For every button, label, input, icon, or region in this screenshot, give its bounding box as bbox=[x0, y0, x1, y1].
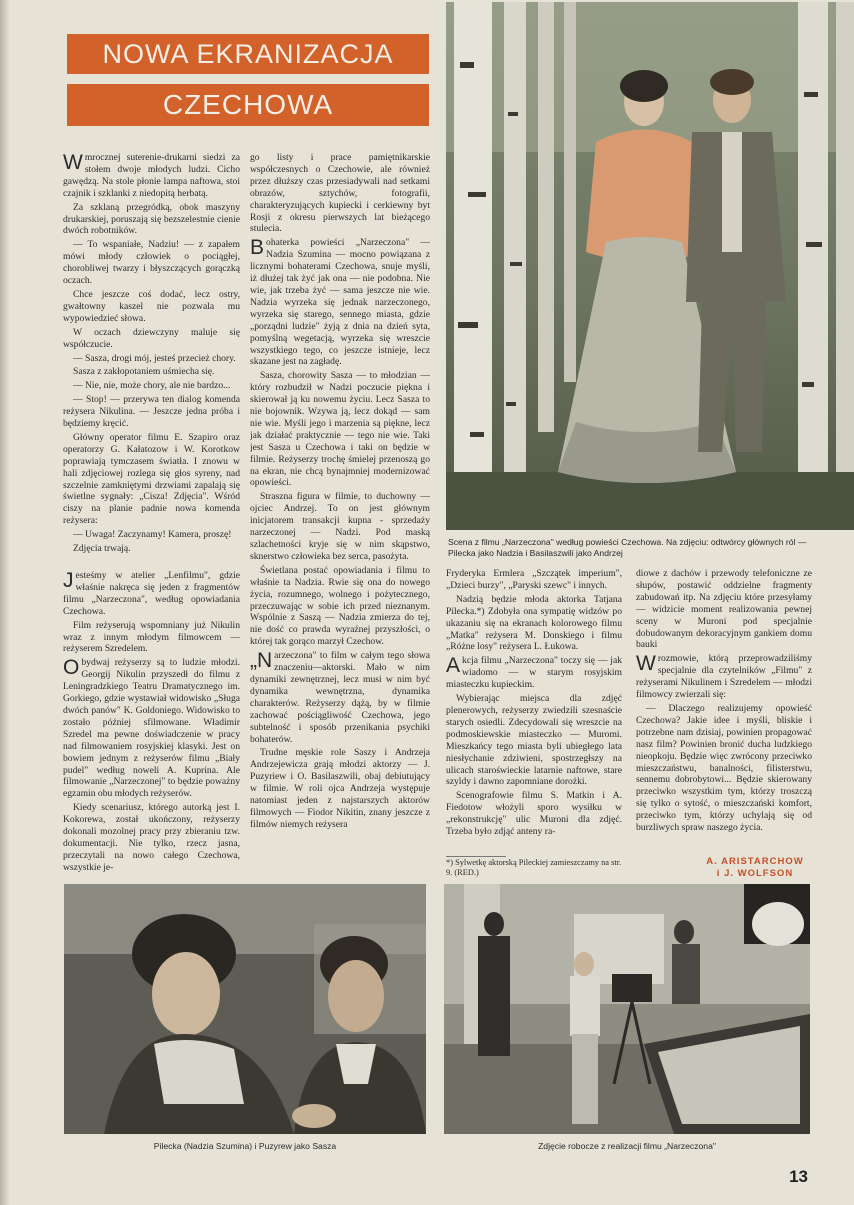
paragraph: Wrozmowie, którą przeprowadziliśmy specjalnie dla czytelników „Filmu" z reżyserami Nikulinem i Szredelem — młodzi filmowcy zwierzali się: bbox=[636, 652, 812, 701]
text-column-1-lower bbox=[63, 570, 240, 876]
text-column-3 bbox=[446, 568, 622, 854]
caption-top-photo: Scena z filmu „Narzeczona" według powieści Czechowa. Na zdjęciu: odtwórcy głównych ról — Pilecka jako Nadzia i Basilaszwili jako Andrzej bbox=[448, 537, 807, 558]
drop-cap: B bbox=[250, 236, 265, 260]
paragraph: Za szklaną przegródką, obok maszyny drukarskiej, poruszają się bezszelestnie cienie dwóch robotników. bbox=[63, 201, 240, 237]
photo-top-birch-scene bbox=[446, 2, 854, 530]
paragraph: Film reżyserują wspomniany już Nikulin wraz z innym młodym filmowcem — reżyserem Szredelem. bbox=[63, 619, 240, 655]
paragraph: Zdjęcia trwają. bbox=[73, 543, 131, 555]
text-column-4 bbox=[636, 568, 812, 854]
caption-bottom-right-photo: Zdjęcie robocze z realizacji filmu „Narzeczona" bbox=[538, 1141, 716, 1151]
film-set-illustration bbox=[444, 884, 810, 1134]
footnote-rule bbox=[446, 856, 506, 857]
title-line-1: NOWA EKRANIZACJA bbox=[67, 34, 429, 74]
paragraph: „Narzeczona" to film w całym tego słowa znaczeniu—aktorski. Mało w nim dynamiki zewnętrznej, lecz musi w nim być dynamika wewnętrzna, dynamika charakterów. Reżyserzy dążą, by w filmie zachować pościągliwość Czechowa, jego subtelność i sposób przenikania psychiki bohaterów. bbox=[250, 649, 430, 745]
paragraph: Akcja filmu „Narzeczona" toczy się — jak wiadomo — w starym rosyjskim miasteczku kupieckim. bbox=[446, 654, 622, 691]
paragraph: Obydwaj reżyserzy są to ludzie młodzi. Georgij Nikulin przyszedł do filmu z Leningradzkiego Teatru Dramatycznego im. Gorkiego, gdzie wystawiał widowisko „Sługa dwóch panów" K. Goldoniego. Widowisko to zostało później sfilmowane. Władimir Szredel ma pewne doświadczenie w pracy nad filmowaniem rosyjskiej klasyki. Jest on bowiem jednym z reżyserów filmu „Biały pudel" według noweli A. Kuprina. Ale filmowanie „Narzeczonej" to będzie poważny egzamin obu młodych reżyserów. bbox=[63, 656, 240, 800]
paragraph: Główny operator filmu E. Szapiro oraz operatorzy G. Kałatozow i W. Korotkow poprawiają tymczasem światła. I znowu w hali zdjęciowej rozlega się głos syreny, nad szczelnie zamkniętymi drzwiami zapalają się świetlne sygnały: „Cisza! Zdjęcia". Wśród ciszy na planie padnie nowa komenda reżysera: bbox=[63, 431, 240, 527]
birch-scene-illustration bbox=[446, 2, 854, 530]
paragraph: Wybierając miejsca dla zdjęć plenerowych, reżyserzy zwiedzili szesnaście starych osiedli. Zdecydowali się wreszcie na podmoskiewskie miasteczko — Muromi. Mieszkańcy tego miasta byli ubiegłego lata niesłychanie zdziwieni, spostrzegłszy na ulicach staroświeckie latarnie naftowe, stare szyldy i dawno zapomniane dorożki. bbox=[446, 693, 622, 788]
paragraph: Sasza z zakłopotaniem uśmiecha się. bbox=[73, 366, 215, 378]
paragraph: Fryderyka Ermlera „Szczątek imperium", „Dzieci burzy", „Paryski szewc" i innych. bbox=[446, 568, 622, 591]
paragraph: Wmrocznej suterenie-drukarni siedzi za stołem dwoje młodych ludzi. Cicho gawędzą. Na stole płonie lampa naftowa, stoi czajnik i szklanki z niedopitą herbatą. bbox=[63, 152, 240, 199]
actors-illustration bbox=[64, 884, 426, 1134]
paragraph: — Sasza, drogi mój, jesteś przecież chory. bbox=[73, 352, 236, 364]
drop-cap: A bbox=[446, 654, 461, 678]
paragraph: Straszna figura w filmie, to duchowny — ojciec Andrzej. To on jest głównym inicjatorem transakcji kupna - sprzedaży narzeczonej — Nadzi. Pod maską szlachetności kryje się w nim skąpstwo, sknerstwo człowieka bez serca, pasożyta. bbox=[250, 491, 430, 562]
title-line-2: CZECHOWA bbox=[67, 84, 429, 126]
footnote: *) Sylwetkę aktorską Pileckiej zamieszczamy na str. 9. (RED.) bbox=[446, 858, 622, 878]
paragraph: Kiedy scenariusz, którego autorką jest I. Kokorewa, został ukończony, reżyserzy dokonali mozolnej pracy przy zbieraniu tzw. dokumentacji. Nie tylko, rzecz jasna, przeczytali na nowo całego Czechowa, wszystkie je- bbox=[63, 802, 240, 873]
drop-cap: W bbox=[63, 152, 83, 174]
paragraph: — Nie, nie, może chory, ale nie bardzo... bbox=[73, 380, 231, 392]
paragraph: — To wspaniałe, Nadziu! — z zapałem mówi młody człowiek o pociągłej, chorobliwej twarzy i błyszczących gorączką oczach. bbox=[63, 239, 240, 287]
drop-cap: J bbox=[63, 570, 74, 592]
paragraph: Jesteśmy w atelier „Lenfilmu", gdzie właśnie nakręca się jeden z fragmentów filmu „Narzeczona", według opowiadania Czechowa. bbox=[63, 570, 240, 617]
paragraph: Sasza, chorowity Sasza — to młodzian — który rozbudził w Nadzi poczucie piękna i skierował ją ku nowemu życiu. Lecz Sasza to nie bojownik. Wzywa ją, lecz dokąd — sam nie wie. Myśli jego i marzenia są piękne, lecz jak działać praktycznie — tego nie wie. Taki jest Sasza u Czechowa i taki on będzie w filmie. Reżyserzy trochę śmielej przenoszą go na ekran, nie chcą bynajmniej modernizować opowieści. bbox=[250, 370, 430, 489]
page-number: 13 bbox=[789, 1167, 808, 1186]
paragraph: Trudne męskie role Saszy i Andrzeja Andrzejewicza grają młodzi aktorzy — J. Puzyriew i O. Basilaszwili, obaj debiutujący w filmie. W roli ojca Andrzeja występuje natomiast jeden z najstarszych aktorów filmowych — Fiodor Nikitin, znany jeszcze z filmów niemych reżysera bbox=[250, 747, 430, 830]
author-signature-1: A. ARISTARCHOW bbox=[706, 856, 804, 867]
author-signature-2: i J. WOLFSON bbox=[716, 868, 794, 879]
paragraph: Bohaterka powieści „Narzeczona" — Nadzia Szumina — mocno powiązana z licznymi bohaterami Czechowa, snuje myśli, iż dłużej tak żyć jak ona — nie podobna. Nie wie, jak trzeba żyć — sama jeszcze nie wie. Nadzia wyrzeka się jednak narzeczonego, wyrzeka się starego, sennego miasta, gdzie „porządni ludzie" żyją z dnia na dzień syta, pomyślną wegetacją, wyrzeka się wreszcie wszystkiego tego, co jeszcze istnieje, lecz skazane jest na zagładę. bbox=[250, 236, 430, 368]
paragraph: go listy i prace pamiętnikarskie współczesnych o Czechowie, ale również przez dłuższy czas przesiadywali nad setkami obrazów, sztychów, fotografii, charakteryzujących kupiecki i cerkiewny byt Rosji z okresu pierwszych lat bieżącego stulecia. bbox=[250, 152, 430, 235]
text-column-1-upper bbox=[63, 152, 240, 560]
paragraph: Nadzią będzie młoda aktorka Tatjana Pilecka.*) Zdobyła ona sympatię widzów po ukazaniu się na ekranach kolorowego filmu „Matka" reżysera M. Donskiego i filmu „Różne losy" reżysera L. Łukowa. bbox=[446, 593, 622, 653]
paragraph: — Stop! — przerywa ten dialog komenda reżysera Nikulina. — Jeszcze jedna próba i będziemy kręcić. bbox=[63, 394, 240, 430]
photo-bottom-left-actors bbox=[64, 884, 426, 1134]
paragraph: Świetlana postać opowiadania i filmu to właśnie ta Nadzia. Rwie się ona do nowego życia, rozumnego, wolnego i pożytecznego, przeczuwając w sobie ich przed nieznanym. Wspólnie z Saszą — Nadzia zmierza do tej, nie dość co prawda wyraźnej przyszłości, o której tak gorąco marzył Czechow. bbox=[250, 564, 430, 648]
paragraph: W oczach dziewczyny maluje się współczucie. bbox=[63, 326, 240, 350]
drop-cap: „N bbox=[250, 649, 273, 673]
paragraph: Scenografowie filmu S. Matkin i A. Fiedotow włożyli sporo wysiłku w „rekonstrukcję" ulic Muroni dla zdjęć. Trzeba było zdjąć anteny ra- bbox=[446, 790, 622, 838]
paragraph: diowe z dachów i przewody telefoniczne ze słupów, postawić oddzielne fragmenty zabudowań itp. Na zdjęciu które przesyłamy — widzicie moment realizowania pewnej sceny w Muroni pod specjalnie dobudowanym dekoracyjnym gankiem domu bauki bbox=[636, 568, 812, 651]
photo-bottom-right-film-set bbox=[444, 884, 810, 1134]
paragraph: — Uwaga! Zaczynamy! Kamera, proszę! bbox=[73, 529, 232, 541]
paragraph: — Dlaczego realizujemy opowieść Czechowa? Jakie idee i myśli, bliskie i potrzebne nam dzisiaj, powinien propagować nasz film? Powinien bronić ducha ludzkiego nieopkoju. Będzie więc zwrócony przeciwko mieszczaństwu, banalności, filisterstwu, sennemu dobrobytowi... Będzie skierowany przeciwko wszystkim tym, którzy troszczą się tylko o sytość, o mieszczański komfort, przeciwko tym, którzy uchylają się od burzliwych spraw naszego życia. bbox=[636, 702, 812, 834]
paragraph: Chce jeszcze coś dodać, lecz ostry, gwałtowny kaszel nie pozwala mu wypowiedzieć słowa. bbox=[63, 288, 240, 324]
page-spine-shadow bbox=[0, 0, 10, 1205]
text-column-2 bbox=[250, 152, 430, 876]
drop-cap: W bbox=[636, 652, 656, 676]
drop-cap: O bbox=[63, 656, 80, 680]
caption-bottom-left-photo: Pilecka (Nadzia Szumina) i Puzyrew jako Sasza bbox=[153, 1141, 337, 1151]
